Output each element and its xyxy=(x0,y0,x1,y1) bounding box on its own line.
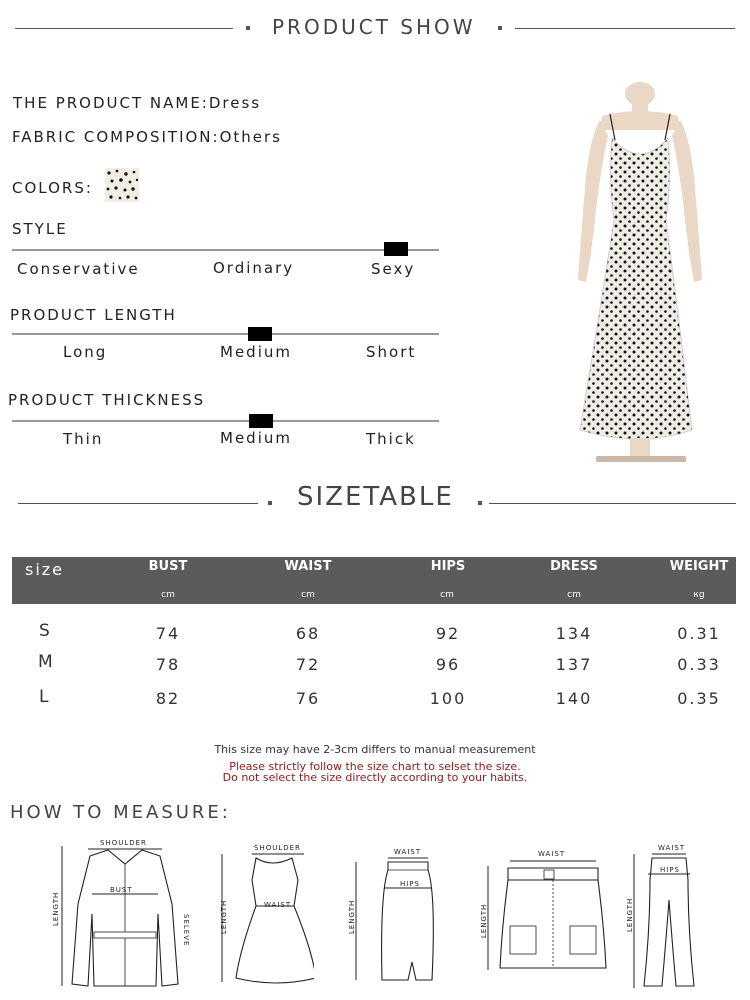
style-option-ordinary: Ordinary xyxy=(213,259,295,277)
table-cell: 74 xyxy=(155,624,181,643)
svg-text:HIPS: HIPS xyxy=(400,880,420,888)
svg-text:LENGTH: LENGTH xyxy=(220,899,228,934)
thickness-option-thin: Thin xyxy=(63,430,104,448)
table-row-size: S xyxy=(39,621,50,641)
col-waist-header: WAIST xyxy=(284,559,332,574)
header-square-right xyxy=(498,26,502,30)
svg-text:BUST: BUST xyxy=(110,886,133,894)
style-scale-track xyxy=(12,249,439,251)
table-cell: 100 xyxy=(429,689,467,708)
size-table-header xyxy=(12,557,736,604)
table-cell: 72 xyxy=(295,655,321,674)
col-weight-header: WEIGHT xyxy=(669,559,729,574)
svg-text:WAIST: WAIST xyxy=(394,848,422,856)
col-weight-unit: кg xyxy=(693,590,705,600)
product-name-row xyxy=(13,94,261,112)
size-column-header: size xyxy=(25,560,65,579)
svg-text:LENGTH: LENGTH xyxy=(480,903,488,938)
product-name-value: Dress xyxy=(208,94,262,112)
length-scale-track xyxy=(12,333,439,335)
table-cell: 134 xyxy=(555,624,593,643)
table-cell: 96 xyxy=(435,655,461,674)
product-show-title: PRODUCT SHOW xyxy=(272,15,476,39)
fabric-row xyxy=(12,128,282,146)
svg-text:LENGTH: LENGTH xyxy=(626,897,634,932)
table-cell: 68 xyxy=(295,624,321,643)
fabric-label: FABRIC COMPOSITION: xyxy=(12,128,220,146)
thickness-title: PRODUCT THICKNESS xyxy=(8,391,206,409)
col-hips-unit: cm xyxy=(440,590,454,600)
size-warning-1: Please strictly follow the size chart to selset the size. xyxy=(229,760,521,773)
dress-measure-diagram xyxy=(214,840,314,990)
table-cell: 137 xyxy=(555,655,593,674)
thickness-scale-track xyxy=(12,420,439,422)
col-bust-unit: cm xyxy=(161,590,175,600)
how-to-measure-title: HOW TO MEASURE: xyxy=(10,802,231,823)
svg-text:LENGTH: LENGTH xyxy=(348,899,356,934)
product-name-label: THE PRODUCT NAME: xyxy=(13,94,209,112)
trousers-measure-diagram xyxy=(622,840,712,992)
length-title: PRODUCT LENGTH xyxy=(10,306,177,324)
style-scale-marker[interactable] xyxy=(384,242,408,256)
thickness-scale-marker[interactable] xyxy=(249,414,273,428)
header-square-left xyxy=(246,26,250,30)
table-cell: 82 xyxy=(155,689,181,708)
table-cell: 0.35 xyxy=(677,689,721,708)
table-cell: 78 xyxy=(155,655,181,674)
shoulder-label: SHOULDER xyxy=(100,839,147,847)
col-hips-header: HIPS xyxy=(430,559,466,574)
table-cell: 0.33 xyxy=(677,655,721,674)
length-option-long: Long xyxy=(63,343,108,361)
measurement-note: This size may have 2-3cm differs to manual measurement xyxy=(214,743,536,756)
table-row-size: L xyxy=(39,687,49,707)
table-row-size: M xyxy=(38,652,53,672)
style-option-conservative: Conservative xyxy=(17,260,140,278)
svg-text:WAIST: WAIST xyxy=(538,850,566,858)
table-cell: 92 xyxy=(435,624,461,643)
length-option-short: Short xyxy=(366,343,417,361)
product-image xyxy=(560,80,720,470)
denim-skirt-measure-diagram xyxy=(478,846,618,976)
svg-text:SELEVE: SELEVE xyxy=(182,914,190,947)
sizetable-divider-right xyxy=(489,503,736,504)
svg-text:WAIST: WAIST xyxy=(264,901,292,909)
thickness-option-thick: Thick xyxy=(366,430,416,448)
svg-text:HIPS: HIPS xyxy=(660,866,680,874)
style-option-sexy: Sexy xyxy=(371,260,416,278)
svg-text:SHOULDER: SHOULDER xyxy=(254,844,301,852)
size-warning-2: Do not select the size directly according to your habits. xyxy=(222,771,528,784)
svg-text:WAIST: WAIST xyxy=(658,844,686,852)
table-cell: 76 xyxy=(295,689,321,708)
col-waist-unit: cm xyxy=(301,590,315,600)
length-option-medium: Medium xyxy=(220,343,292,361)
sizetable-square-right xyxy=(478,501,482,505)
col-bust-header: BUST xyxy=(148,559,188,574)
table-cell: 0.31 xyxy=(677,624,721,643)
colors-label: COLORS: xyxy=(12,179,93,197)
header-divider-left xyxy=(15,28,233,29)
col-dress-unit: cm xyxy=(567,590,581,600)
skirt-measure-diagram xyxy=(344,844,444,990)
thickness-option-medium: Medium xyxy=(220,429,292,447)
sizetable-square-left xyxy=(268,501,272,505)
table-cell: 140 xyxy=(555,689,593,708)
sizetable-divider-left xyxy=(18,503,258,504)
sizetable-title: SIZETABLE xyxy=(297,482,454,512)
header-divider-right xyxy=(515,28,735,29)
fabric-value: Others xyxy=(219,128,282,146)
length-scale-marker[interactable] xyxy=(248,327,272,341)
jacket-measure-diagram xyxy=(50,834,200,994)
col-dress-header: DRESS xyxy=(550,559,598,574)
svg-text:LENGTH: LENGTH xyxy=(52,891,60,926)
style-title: STYLE xyxy=(12,220,68,238)
color-swatch-polka-dot[interactable] xyxy=(105,168,139,202)
